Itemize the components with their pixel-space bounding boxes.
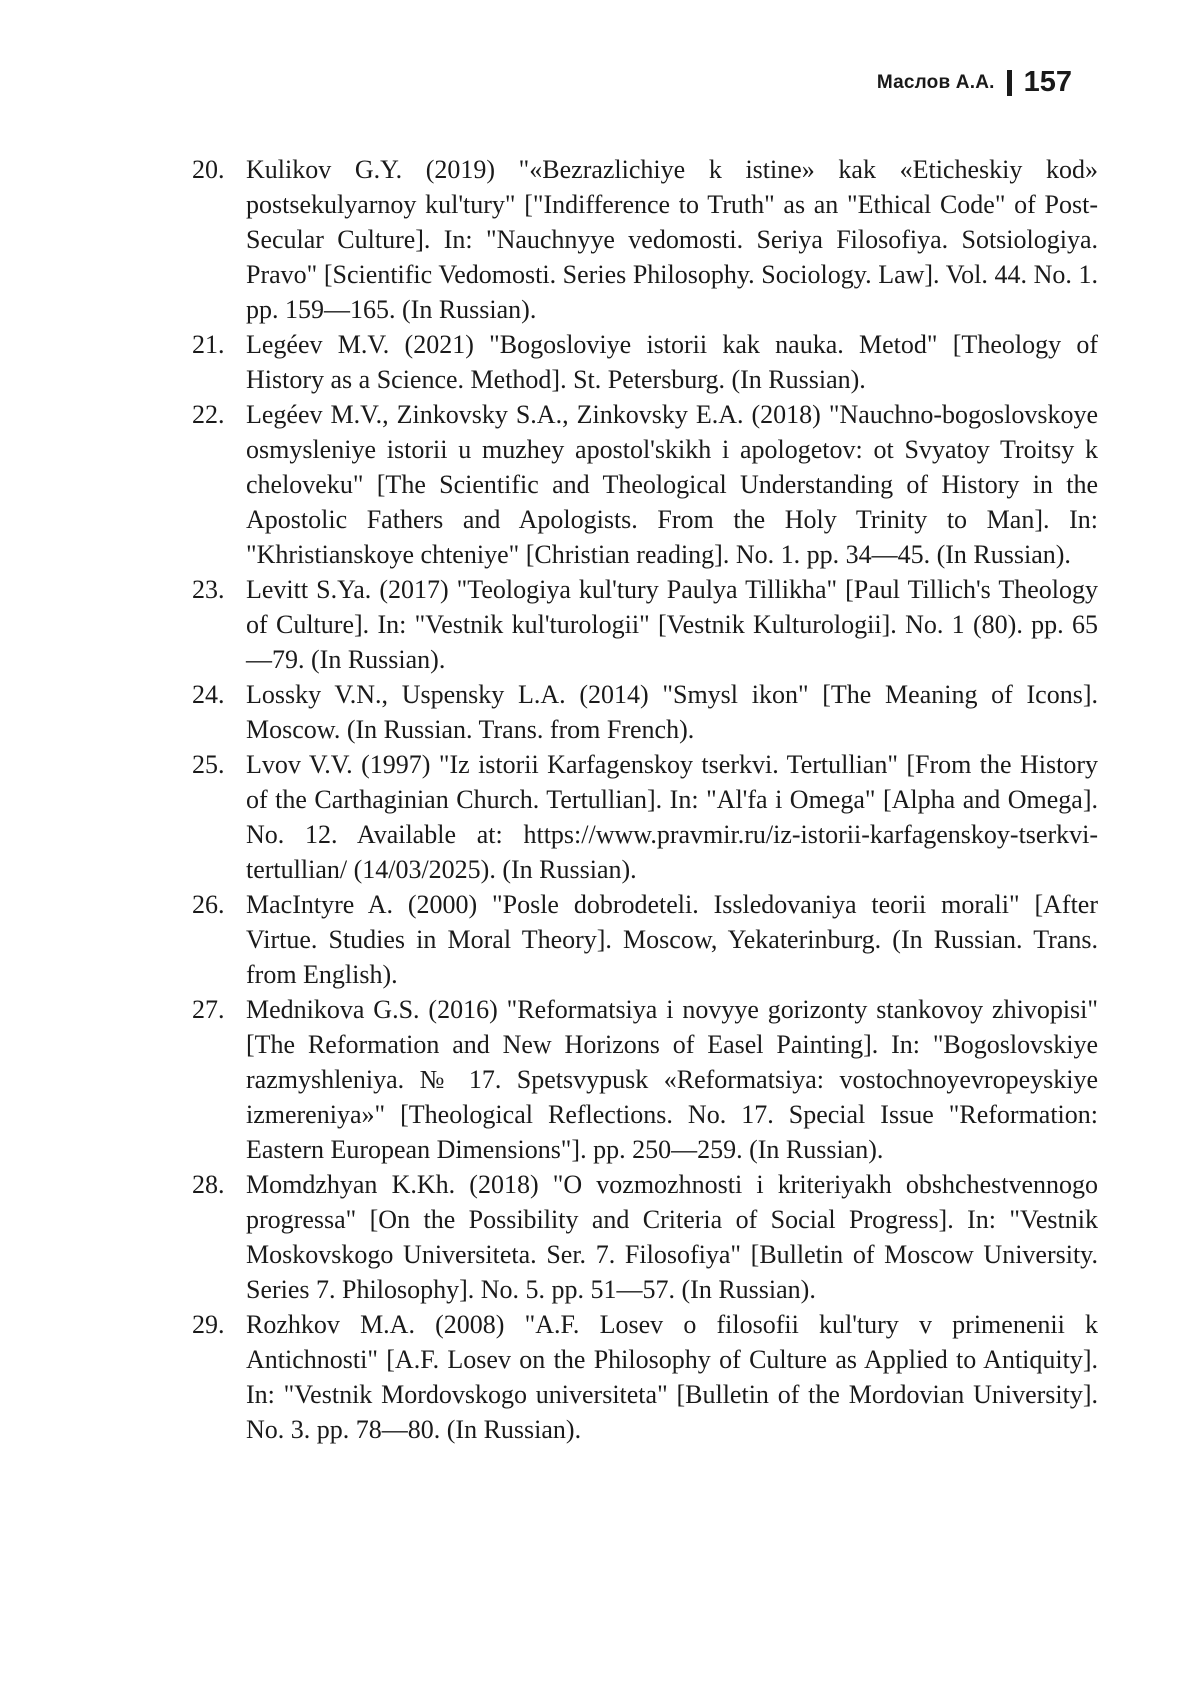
running-head-author: Маслов А.А. <box>876 71 995 93</box>
page-number: 157 <box>1023 66 1072 98</box>
reference-list <box>184 152 1098 1447</box>
reference-item-26 <box>184 887 1098 992</box>
running-head <box>877 66 1072 99</box>
reference-item-20 <box>184 152 1098 327</box>
reference-item-25 <box>184 747 1098 887</box>
reference-text: Kulikov G.Y. (2019) "«Bezrazlichiye k istine» kak «Eticheskiy kod» postsekulyarnoy kul'tury" ["Indifference to Truth" as an "Ethical Code" of Post-Secular Culture]. In: "Nauchnyye vedomosti. Seriya Filosofiya. Sotsiologiya. Pravo" [Scientific Vedomosti. Series Philosophy. Sociology. Law]. Vol. 44. No. 1. pp. 159—165. (In Russian). <box>246 155 1098 324</box>
reference-number: 25. <box>192 750 225 779</box>
reference-number: 24. <box>192 680 225 709</box>
reference-item-23 <box>184 572 1098 677</box>
reference-number: 20. <box>192 155 225 184</box>
reference-number: 21. <box>192 330 225 359</box>
reference-number: 27. <box>192 995 225 1024</box>
reference-item-21 <box>184 327 1098 397</box>
reference-number: 23. <box>192 575 225 604</box>
reference-text: Lvov V.V. (1997) "Iz istorii Karfagenskoy tserkvi. Tertullian" [From the History of the Carthaginian Church. Tertullian]. In: "Al'fa i Omega" [Alpha and Omega]. No. 12. Available at: https://www.pravmir.ru/iz-istorii-karfagenskoy-tserkvi-tertullian/ (14/03/2025). (In Russian). <box>246 750 1098 884</box>
reference-text: Lossky V.N., Uspensky L.A. (2014) "Smysl ikon" [The Meaning of Icons]. Moscow. (In Russian. Trans. from French). <box>246 680 1098 744</box>
reference-item-27 <box>184 992 1098 1167</box>
reference-item-28 <box>184 1167 1098 1307</box>
reference-text: Levitt S.Ya. (2017) "Teologiya kul'tury Paulya Tillikha" [Paul Tillich's Theology of Culture]. In: "Vestnik kul'turologii" [Vestnik Kulturologii]. No. 1 (80). pp. 65—79. (In Russian). <box>246 575 1098 674</box>
reference-number: 28. <box>192 1170 225 1199</box>
reference-number: 26. <box>192 890 225 919</box>
reference-item-29 <box>184 1307 1098 1447</box>
reference-text: Legéev M.V. (2021) "Bogosloviye istorii kak nauka. Metod" [Theology of History as a Science. Method]. St. Petersburg. (In Russian). <box>246 330 1098 394</box>
reference-text: Legéev M.V., Zinkovsky S.A., Zinkovsky E.A. (2018) "Nauchno-bogoslovskoye osmysleniye istorii u muzhey apostol'skikh i apologetov: ot Svyatoy Troitsy k cheloveku" [The Scientific and Theological Understanding of History in the Apostolic Fathers and Apologists. From the Holy Trinity to Man]. In: "Khristianskoye chteniye" [Christian reading]. No. 1. pp. 34—45. (In Russian). <box>246 400 1098 569</box>
reference-item-22 <box>184 397 1098 572</box>
reference-number: 29. <box>192 1310 225 1339</box>
reference-text: Mednikova G.S. (2016) "Reformatsiya i novyye gorizonty stankovoy zhivopisi" [The Reformation and New Horizons of Easel Painting]. In: "Bogoslovskiye razmyshleniya. № 17. Spetsvypusk «Reformatsiya: vostochnoyevropeyskiye izmereniya»" [Theological Reflections. No. 17. Special Issue "Reformation: Eastern European Dimensions"]. pp. 250—259. (In Russian). <box>246 995 1098 1164</box>
reference-text: MacIntyre A. (2000) "Posle dobrodeteli. Issledovaniya teorii morali" [After Virtue. Studies in Moral Theory]. Moscow, Yekaterinburg. (In Russian. Trans. from English). <box>246 890 1098 989</box>
reference-number: 22. <box>192 400 225 429</box>
reference-item-24 <box>184 677 1098 747</box>
reference-text: Rozhkov M.A. (2008) "A.F. Losev o filosofii kul'tury v primenenii k Antichnosti" [A.F. Losev on the Philosophy of Culture as Applied to Antiquity]. In: "Vestnik Mordovskogo universiteta" [Bulletin of the Mordovian University]. No. 3. pp. 78—80. (In Russian). <box>246 1310 1098 1444</box>
reference-text: Momdzhyan K.Kh. (2018) "O vozmozhnosti i kriteriyakh obshchestvennogo progressa" [On the Possibility and Criteria of Social Progress]. In: "Vestnik Moskovskogo Universiteta. Ser. 7. Filosofiya" [Bulletin of Moscow University. Series 7. Philosophy]. No. 5. pp. 51—57. (In Russian). <box>246 1170 1098 1304</box>
running-head-divider <box>1007 70 1012 96</box>
